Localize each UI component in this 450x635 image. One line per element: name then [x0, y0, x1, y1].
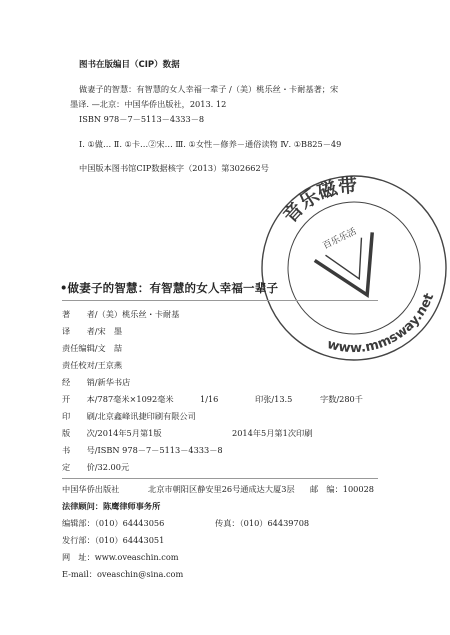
credit-label: 著 者 [62, 309, 95, 319]
credit-editor [62, 343, 122, 354]
spec-label: 印 刷 [62, 411, 95, 421]
spec-printing: 2014年5月第1次印刷 [232, 428, 313, 438]
cip-isbn: ISBN 978－7－5113－4333－8 [79, 114, 205, 124]
spec-label: 版 次 [62, 428, 95, 438]
publisher-website: 网 址：www.oveaschin.com [62, 552, 179, 562]
book-title: •做妻子的智慧：有智慧的女人幸福一辈子 [60, 281, 279, 295]
cip-entry-line-2: 墨译. —北京：中国华侨出版社，2013. 12 [70, 99, 227, 109]
spec-value: /ISBN 978－7－5113－4333－8 [94, 445, 223, 455]
credit-author [62, 309, 179, 320]
spec-edition [62, 428, 162, 439]
spec-format [62, 394, 174, 405]
publisher-editorial-phone: 编辑部：（010）64443056 [62, 518, 165, 528]
spec-printer [62, 411, 196, 422]
publisher-postcode: 邮 编：100028 [310, 484, 375, 494]
cip-heading: 图书在版编目（CIP）数据 [79, 60, 180, 70]
publisher-fax: 传真：（010）64439708 [215, 518, 310, 528]
spec-words: 字数/280千 [320, 394, 363, 404]
publisher-sales-phone: 发行部：（010）64443051 [62, 535, 165, 545]
watermark-stamp [223, 137, 450, 399]
spec-format-ratio: 1/16 [200, 394, 219, 404]
stamp-middle-text: 百乐乐活 [321, 226, 359, 252]
publisher-divider [62, 478, 378, 479]
credit-value: /王京燕 [94, 360, 123, 370]
credit-label: 经 销 [62, 377, 95, 387]
credit-label: 责任编辑 [62, 343, 95, 353]
spec-price [62, 462, 129, 473]
spec-value: /北京鑫峰讯捷印刷有限公司 [94, 411, 196, 421]
stamp-bottom-text: www.mmsway.net [325, 291, 438, 357]
spec-label: 书 号 [62, 445, 95, 455]
spec-value: /2014年5月第1版 [94, 428, 162, 438]
publisher-name: 中国华侨出版社 [62, 484, 120, 494]
credit-value: /文 喆 [94, 343, 123, 353]
stamp-top-text: 音乐磁带 [278, 174, 358, 228]
credit-translator [62, 326, 122, 337]
credit-value: /新华书店 [94, 377, 131, 387]
credit-value: /宋 墨 [94, 326, 123, 336]
credit-value: /（美）桃乐丝・卡耐基 [94, 309, 180, 319]
spec-label: 定 价 [62, 462, 95, 472]
credit-proofreader [62, 360, 122, 371]
publisher-address: 北京市朝阳区静安里26号通成达大厦3层 [148, 484, 295, 494]
publisher-email: E-mail：oveaschin@sina.com [62, 569, 184, 579]
credit-distributor [62, 377, 130, 388]
spec-isbn [62, 445, 223, 456]
cip-classification: Ⅰ. ①做… Ⅱ. ①卡…②宋… Ⅲ. ①女性－修养－通俗读物 Ⅳ. ①B825－49 [79, 139, 342, 149]
spec-label: 开 本 [62, 394, 95, 404]
title-divider [62, 300, 378, 301]
spec-value: /787毫米×1092毫米 [94, 394, 174, 404]
publisher-legal: 法律顾问：陈鹰律师事务所 [62, 501, 161, 511]
spec-value: /32.00元 [94, 462, 130, 472]
credit-label: 译 者 [62, 326, 95, 336]
spec-sheets: 印张/13.5 [255, 394, 293, 404]
cip-record-number: 中国版本图书馆CIP数据核字（2013）第302662号 [79, 163, 269, 173]
credit-label: 责任校对 [62, 360, 95, 370]
cip-entry-line-1: 做妻子的智慧：有智慧的女人幸福一辈子 /（美）桃乐丝・卡耐基著；宋 [79, 84, 339, 94]
